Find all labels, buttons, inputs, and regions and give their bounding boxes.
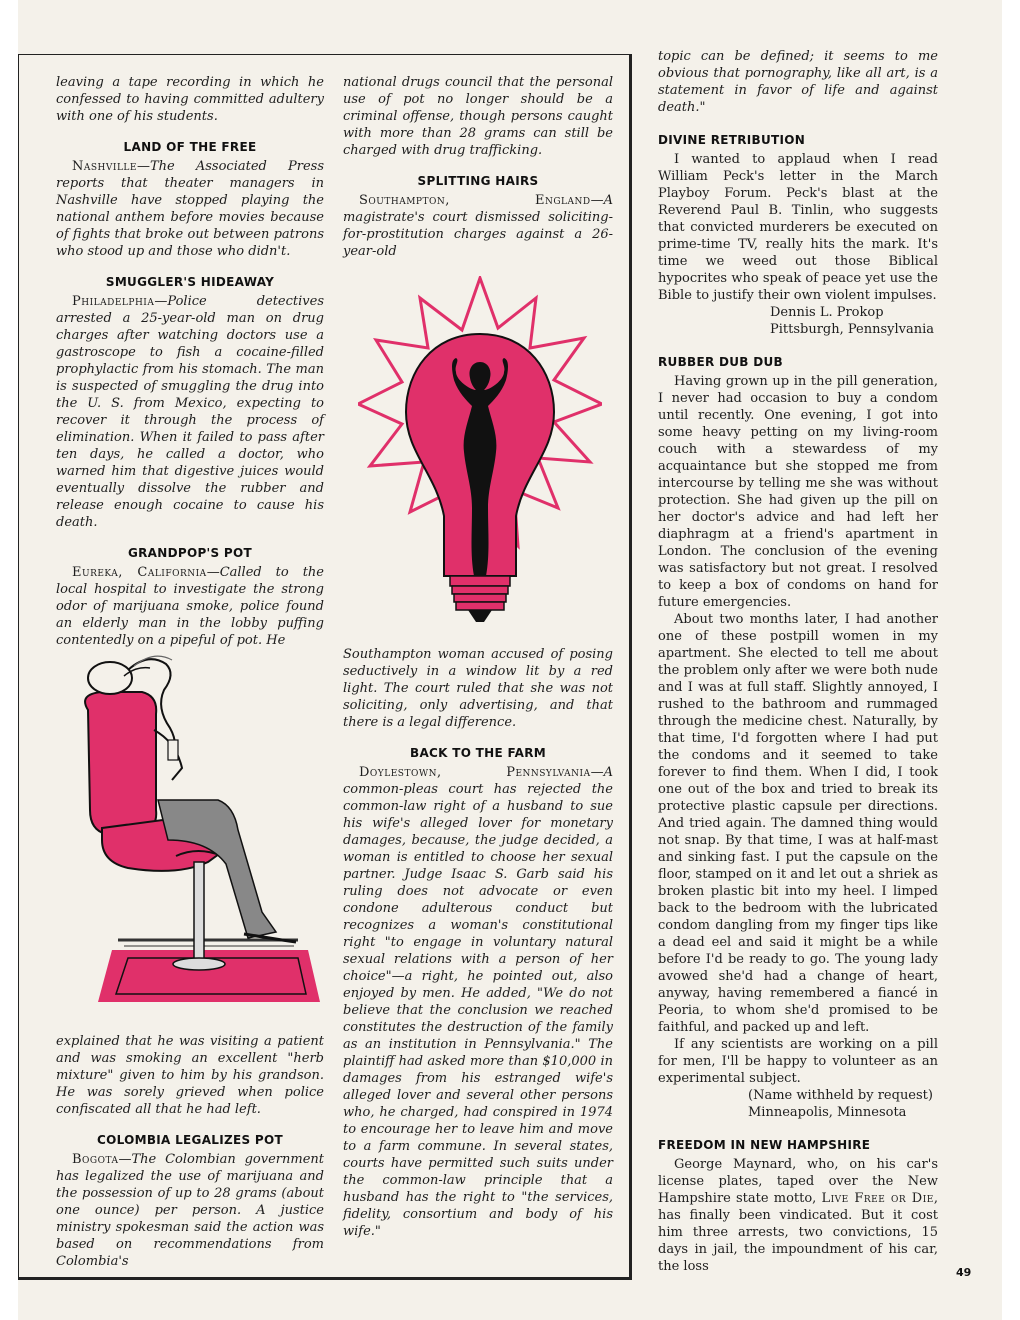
heading-colombia-legalizes-pot: COLOMBIA LEGALIZES POT xyxy=(96,1133,284,1147)
chair-back xyxy=(85,692,156,834)
story-grandpops-pot: Eureka, California—Called to the local hospital to investigate the strong odor of marijuana smoke, police found an elderly man in the lobby puffing contentedly on a pipeful of pot. He xyxy=(56,565,324,648)
signature-prokop xyxy=(658,304,938,338)
heading-divine-retribution: DIVINE RETRIBUTION xyxy=(658,133,806,147)
heading-splitting-hairs: SPLITTING HAIRS xyxy=(417,174,539,188)
letter-freedom: George Maynard, who, on his car's license plates, taped over the New Hampshire state motto, Live Free or Die, has finally been vindicated. But it cost him three arrests, two convictions, 15 days in jail, the impoundment of his car, the loss xyxy=(658,1157,938,1274)
dateline: Bogota xyxy=(72,1152,119,1167)
signature-name: (Name withheld by request) xyxy=(748,1088,933,1103)
grandpop-chair-illustration xyxy=(58,650,320,1010)
man-head xyxy=(88,662,132,694)
letter-rubber-p1: Having grown up in the pill generation, I never had occasion to buy a condom until recently. One evening, I got into some heavy petting on my living-room couch with a stewardess of my acquaintance but she stopped me from intercourse by telling me she was without protection. She had given up the pill on her doctor's advice and had left her diaphragm at a friend's apartment in London. The conclusion of the evening was satisfactory but not great. I resolved to keep a box of condoms on hand for future emergencies. xyxy=(658,374,938,610)
state-motto: Live Free or Die xyxy=(821,1191,934,1206)
story-smugglers-hideaway: Philadelphia—Police detectives arrested a 25-year-old man on drug charges after watching doctors use a gastroscope to fish a cocaine-filled prophylactic from his stomach. The man is suspected of smuggling the drug into the U. S. from Mexico, expecting to recover it through the process of elimination. When it failed to pass after ten days, he called a doctor, who warned him that digestive juices would eventually dissolve the rubber and release enough cocaine to cause his death. xyxy=(56,294,324,530)
page-number: 49 xyxy=(956,1266,972,1279)
story-colombia-legalizes-pot: Bogota—The Colombian government has legalized the use of marijuana and the possession of up to 28 grams (about one ounce) per person. A justice ministry spokesman said the action was based on recommendations from Colombia's xyxy=(56,1152,324,1269)
col3-intro: topic can be defined; it seems to me obvious that pornography, like all art, is a statement in favor of life and against death." xyxy=(658,49,938,115)
letter-divine-retribution: I wanted to applaud when I read William Peck's letter in the March Playboy Forum. Peck's blast at the Reverend Paul B. Tinlin, who suggests that convicted murderers be executed on prime-time TV, really hits the mark. It's time we weed out those Biblical hypocrites who speak of peace yet use the Bible to justify their own violent impulses. xyxy=(658,152,938,303)
heading-grandpops-pot: GRANDPOP'S POT xyxy=(127,546,253,560)
story-splitting-hairs: Southampton, England—A magistrate's court dismissed soliciting-for-prostitution charges against a 26-year-old xyxy=(343,193,613,259)
heading-smugglers-hideaway: SMUGGLER'S HIDEAWAY xyxy=(105,275,275,289)
signature-place: Minneapolis, Minnesota xyxy=(748,1105,907,1120)
signature-name: Dennis L. Prokop xyxy=(770,305,884,320)
story-grandpops-pot-continued: explained that he was visiting a patient and was smoking an excellent "herb mixture" given to him by his grandson. He was sorely grieved when police confiscated all that he had left. xyxy=(56,1034,324,1117)
dateline: Nashville xyxy=(72,159,137,174)
letter-rubber-p2: About two months later, I had another one of these postpill women in my apartment. She elected to tell me about the problem only after we were both nude and I was at full staff. Slightly annoyed, I rushed to the bathroom and rummaged through the medicine chest. Naturally, by that time, I'd forgotten where I had put the condoms and it seemed to take forever to find them. When I did, I took one out of the box and tried to break its protective plastic capsule per directions. And tried again. The damned thing would not snap. By that time, I was at half-mast and sinking fast. I put the capsule on the floor, stamped on it and let out a shriek as broken plastic bit into my heel. I limped back to the bedroom with the lubricated condom dangling from my finger tips like a dead eel and said it might be a while before I'd be ready to go. The young lady avowed she'd had a change of heart, anyway, having remembered a fiancé in Peoria, to whom she'd promised to be faithful, and packed up and left. xyxy=(658,612,938,1035)
col2-intro: national drugs council that the personal use of pot no longer should be a criminal offense, though persons caught with more than 28 grams can still be charged with drug trafficking. xyxy=(343,75,613,158)
lightbulb-woman-illustration xyxy=(358,276,602,632)
heading-land-of-the-free: LAND OF THE FREE xyxy=(123,140,257,154)
heading-rubber-dub-dub: RUBBER DUB DUB xyxy=(658,355,783,369)
column-2 xyxy=(343,74,613,1240)
signature-withheld xyxy=(658,1087,938,1121)
story-back-to-the-farm: Doylestown, Pennsylvania—A common-pleas court has rejected the common-law right of a husband to sue his wife's alleged lover for monetary damages, because, the judge decided, a woman is entitled to choose her sexual partner. Judge Isaac S. Garb said his ruling does not advocate or even condone adulterous conduct but recognizes a woman's constitutional right "to engage in voluntary natural sexual relations with a person of her choice"—a right, he pointed out, also enjoyed by men. He added, "We do not believe that the conclusion we reached constitutes the destruction of the family as an institution in Pennsylvania." The plaintiff had asked more than $10,000 in damages from his estranged wife's alleged lover and several other persons who, he charged, had conspired in 1974 to encourage her to leave him and move to a farm commune. In several states, courts have permitted such suits under the common-law principle that a husband has the right to "the services, fidelity, consortium and body of his wife." xyxy=(343,765,613,1239)
heading-freedom-in-new-hampshire: FREEDOM IN NEW HAMPSHIRE xyxy=(658,1138,871,1152)
story-land-of-the-free: Nashville—The Associated Press reports that theater managers in Nashville have stopped playing the national anthem before movies because of fights that broke out between patrons who stood up and those who didn't. xyxy=(56,159,324,259)
signature-place: Pittsburgh, Pennsylvania xyxy=(770,322,935,337)
dateline: Philadelphia xyxy=(72,294,155,309)
letter-rubber-p3: If any scientists are working on a pill for men, I'll be happy to volunteer as an experimental subject. xyxy=(658,1037,938,1086)
dateline: Doylestown, Pennsylvania xyxy=(359,765,591,780)
dateline: Southampton, England xyxy=(359,193,591,208)
column-3 xyxy=(658,48,938,1275)
dateline: Eureka, California xyxy=(72,565,207,580)
col1-intro: leaving a tape recording in which he confessed to having committed adultery with one of his students. xyxy=(56,75,324,124)
story-splitting-hairs-continued: Southampton woman accused of posing seductively in a window lit by a red light. The court ruled that she was not soliciting, only advertising, and that there is a legal difference. xyxy=(343,647,613,730)
heading-back-to-the-farm: BACK TO THE FARM xyxy=(410,746,546,760)
